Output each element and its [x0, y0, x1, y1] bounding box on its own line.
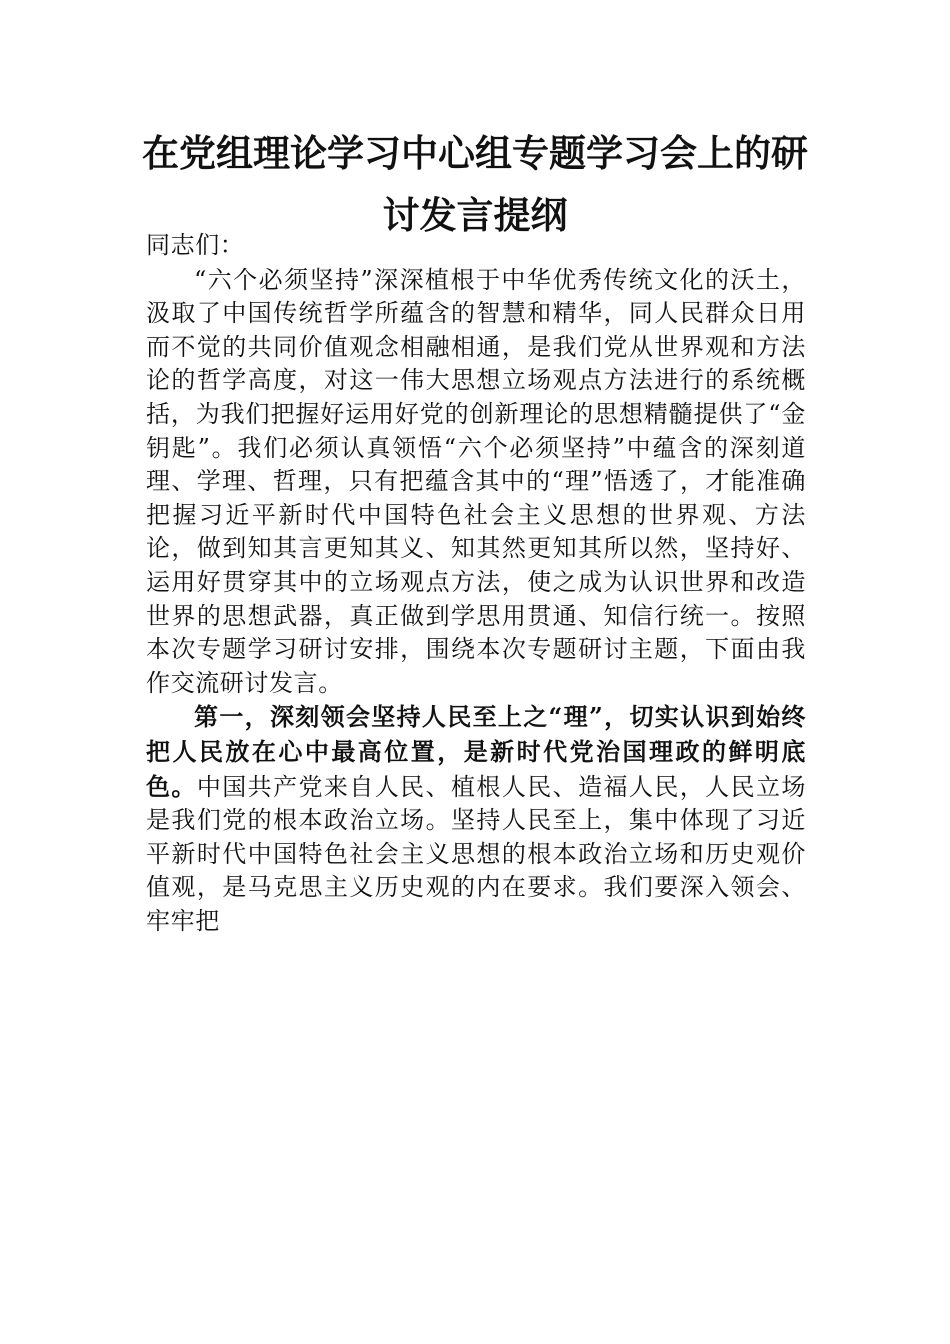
paragraph-text: 中国共产党来自人民、植根人民、造福人民，人民立场是我们党的根本政治立场。坚持人民至上，集中体现了习近平新时代中国特色社会主义思想的根本政治立场和历史观价值观，是马克思主义历史观的内在要求。我们要深入领会、牢牢把 [146, 772, 807, 935]
paragraph-lead: 第一，深刻领会坚持人民至上之“理”，切实认识到始终把人民放在心中最高位置，是新时代党治国理政的鲜明底色。 [146, 702, 806, 801]
title-line-1: 在党组理论学习中心组专题学习会上的研 [142, 131, 808, 175]
paragraph-text: “六个必须坚持”深深植根于中华优秀传统文化的沃土，汲取了中国传统哲学所蕴含的智慧和精华，同人民群众日用而不觉的共同价值观念相融相通，是我们党从世界观和方法论的哲学高度，对这一伟大思想立场观点方法进行的系统概括，为我们把握好运用好党的创新理论的思想精髓提供了“金钥匙”。我们必须认真领悟“六个必须坚持”中蕴含的深刻道理、学理、哲理，只有把蕴含其中的“理”悟透了，才能准确把握习近平新时代中国特色社会主义思想的世界观、方法论，做到知其言更知其义、知其然更知其所以然，坚持好、运用好贯穿其中的立场观点方法，使之成为认识世界和改造世界的思想武器，真正做到学思用贯通、知信行统一。按照本次专题学习研讨安排，围绕本次专题研讨主题，下面由我作交流研讨发言。 [146, 265, 806, 697]
paragraph-point-one [146, 700, 806, 938]
paragraph-intro [146, 263, 806, 701]
document-title [100, 122, 850, 246]
document-body [146, 229, 806, 938]
title-line-2: 讨发言提纲 [382, 193, 568, 237]
salutation: 同志们： [146, 231, 245, 259]
